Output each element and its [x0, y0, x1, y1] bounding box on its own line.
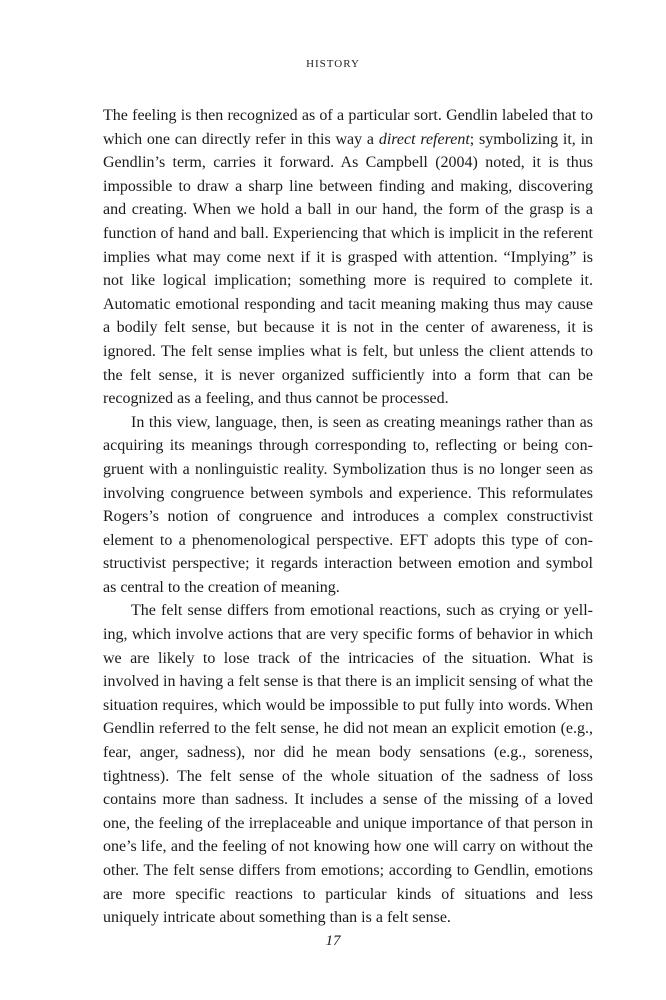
- paragraph-2: [103, 411, 593, 600]
- running-head: HISTORY: [306, 58, 360, 70]
- italic-term: direct referent: [378, 130, 470, 148]
- text-run: The feeling is then recognized as of a particular sort. Gendlin labeled that to which one can directly refer in this way a: [103, 107, 593, 148]
- text-run: ; symbolizing it, in Gendlin’s term, carries it forward. As Campbell (2004) noted, it is thus impossible to draw a sharp line between finding and making, discovering and creating. When we hold a ball in our hand, the form of the grasp is a function of hand and ball. Experiencing that which is implicit in the referent implies what may come next if it is grasped with attention. “Implying” is not like logical implication; something more is required to complete it. Automatic emotional responding and tacit meaning making thus may cause a bodily felt sense, but because it is not in the center of awareness, it is ignored. The felt sense implies what is felt, but unless the client attends to the felt sense, it is never organized sufficiently into a form that can be recognized as a feeling, and thus cannot be processed.: [103, 130, 594, 408]
- text-run: In this view, language, then, is seen as creating meanings rather than as acquiring its meanings through corresponding to, reflecting or being congruent with a nonlinguistic reality. Symbolization thus is no longer seen as involving congruence between symbols and experience. This reformulates Rogers’s notion of congruence and introduces a complex constructivist element to a phenomenological perspective. EFT adopts this type of constructivist perspective; it regards interaction between emotion and symbol as central to the creation of meaning.: [103, 413, 593, 596]
- paragraph-3: [103, 599, 593, 929]
- page-number: 17: [325, 933, 341, 949]
- body-text: [103, 104, 593, 930]
- paragraph-1: [103, 104, 593, 411]
- text-run: The felt sense differs from emotional reactions, such as crying or yelling, which involve actions that are very specific forms of behavior in which we are likely to lose track of the intricacies of the situation. What is involved in having a felt sense is that there is an implicit sensing of what the situation requires, which would be impossible to put fully into words. When Gendlin referred to the felt sense, he did not mean an explicit emotion (e.g., fear, anger, sadness), nor did he mean body sensations (e.g., soreness, tightness). The felt sense of the whole situation of the sadness of loss contains more than sadness. It includes a sense of the missing of a loved one, the feeling of the irreplaceable and unique importance of that person in one’s life, and the feeling of not knowing how one will carry on without the other. The felt sense differs from emotions; according to Gendlin, emotions are more specific reactions to particular kinds of situations and less uniquely intricate about something than is a felt sense.: [103, 602, 593, 927]
